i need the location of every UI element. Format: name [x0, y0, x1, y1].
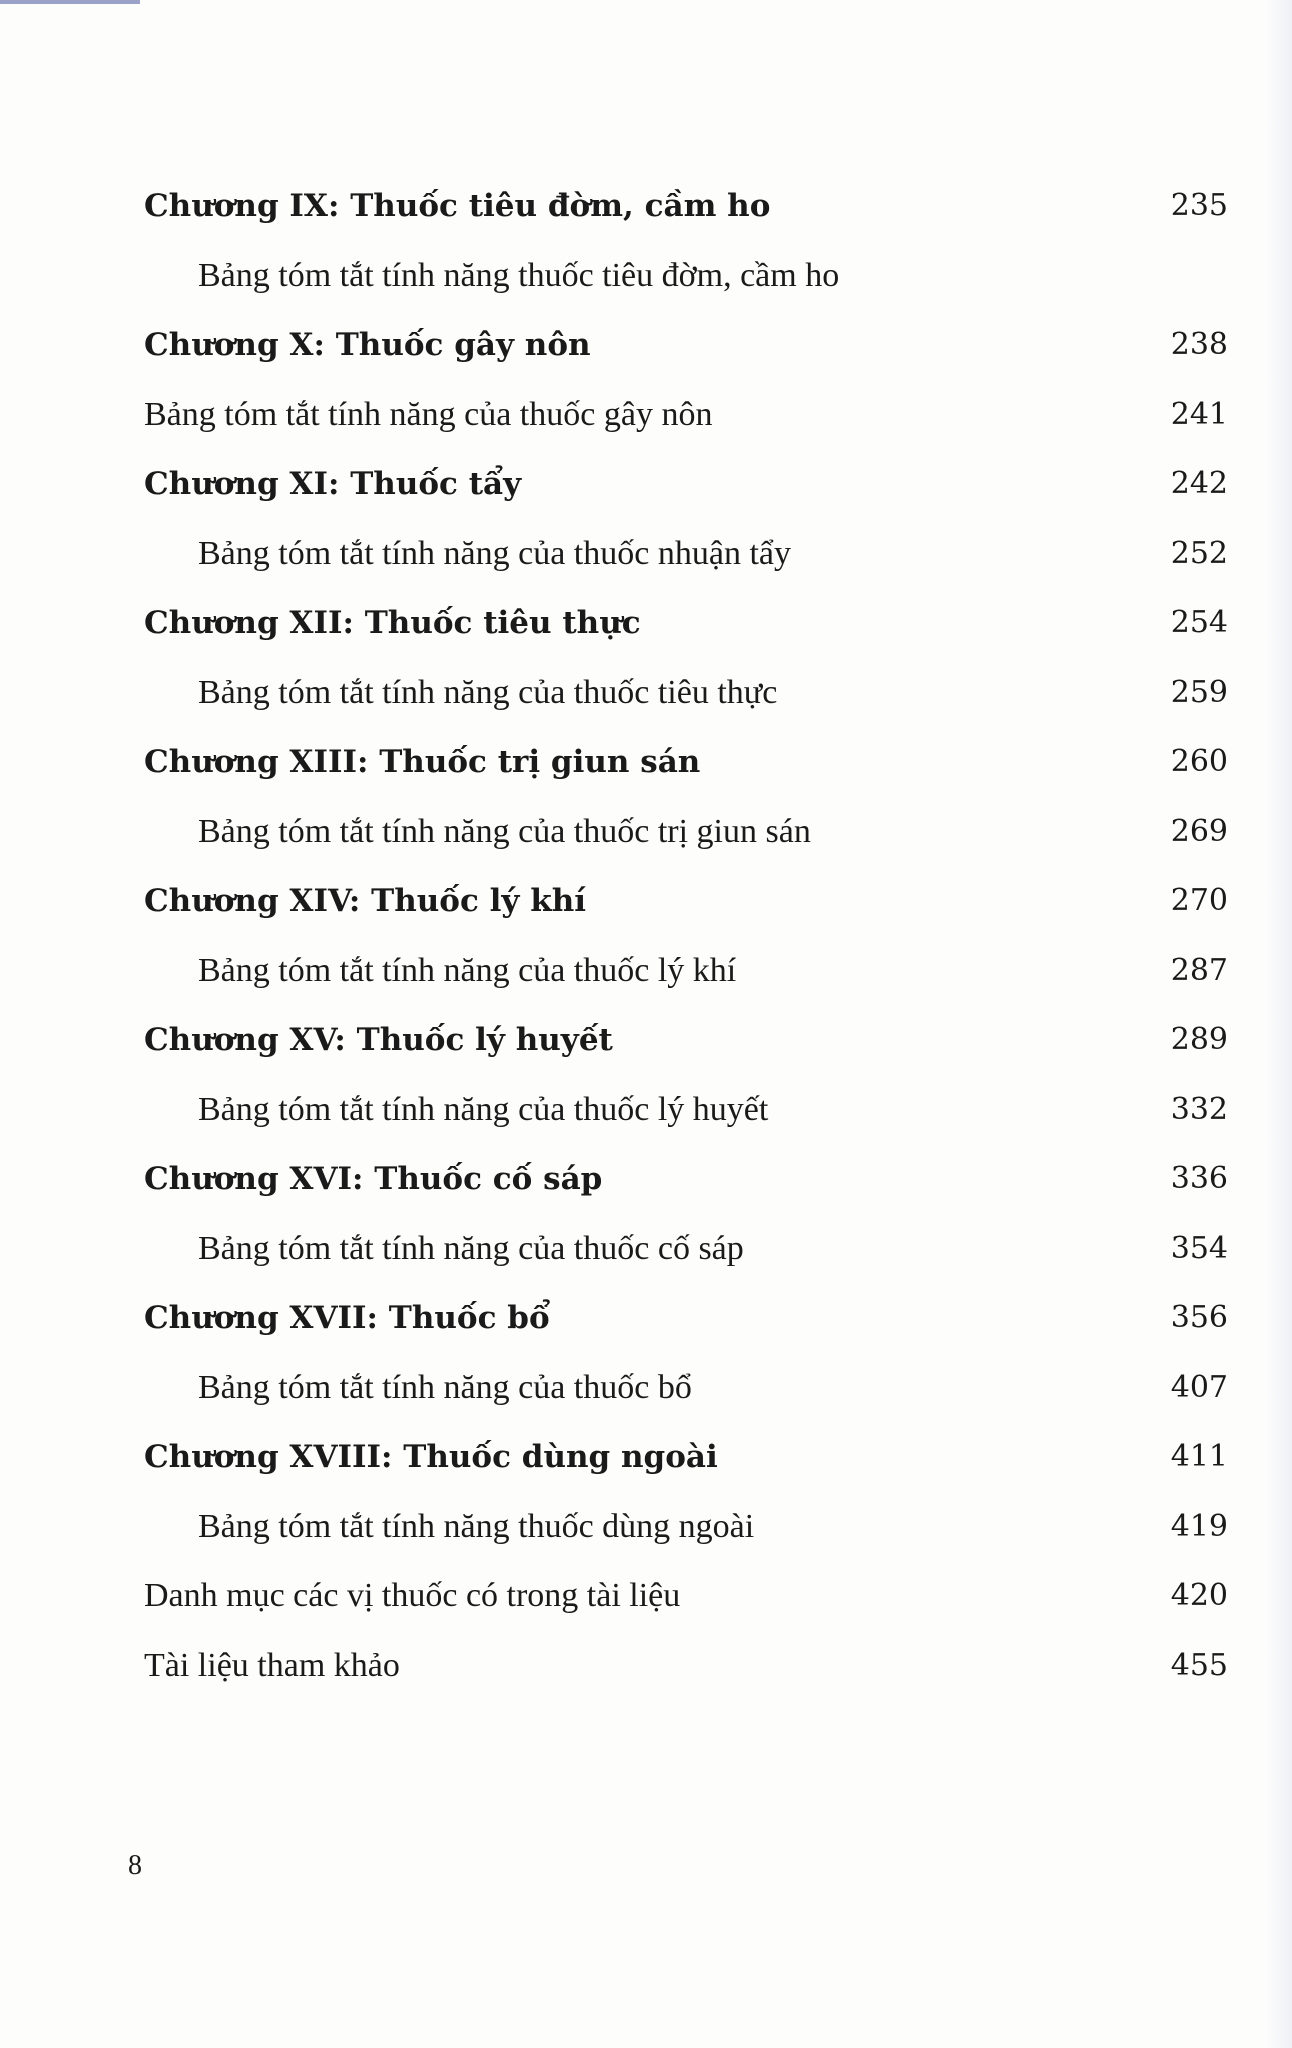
toc-page-number: 455 — [1170, 1647, 1228, 1683]
entry-title: Bảng tóm tắt tính năng thuốc dùng ngoài — [198, 1507, 755, 1545]
toc-page-number: 354 — [1170, 1230, 1228, 1266]
toc-page-number: 235 — [1170, 188, 1228, 223]
toc-chapter-row — [144, 464, 1228, 534]
toc-chapter-row — [144, 186, 1228, 256]
chapter-title: Chương XV: Thuốc lý huyết — [144, 1022, 613, 1058]
toc-page-number: 289 — [1170, 1022, 1228, 1057]
entry-title: Danh mục các vị thuốc có trong tài liệu — [144, 1577, 681, 1614]
toc-entry-row — [144, 951, 1228, 1021]
toc-page-number: 269 — [1170, 813, 1228, 849]
entry-title: Tài liệu tham khảo — [144, 1646, 400, 1684]
toc-page-number: 242 — [1170, 466, 1228, 501]
toc-page-number: 254 — [1170, 605, 1228, 640]
toc-entry-row — [144, 673, 1228, 743]
toc-entry-row — [144, 395, 1228, 465]
entry-title: Bảng tóm tắt tính năng của thuốc nhuận tẩy — [198, 534, 791, 572]
chapter-title: Chương XVII: Thuốc bổ — [144, 1300, 550, 1336]
chapter-title: Chương XVIII: Thuốc dùng ngoài — [144, 1439, 718, 1475]
toc-chapter-row — [144, 603, 1228, 673]
chapter-title: Chương X: Thuốc gây nôn — [144, 327, 591, 363]
toc-page-number: 411 — [1170, 1439, 1228, 1474]
toc-page-number: 407 — [1170, 1369, 1228, 1405]
toc-page-number: 419 — [1170, 1508, 1228, 1544]
toc-chapter-row — [144, 1437, 1228, 1507]
chapter-title: Chương XIII: Thuốc trị giun sán — [144, 744, 701, 780]
chapter-title: Chương IX: Thuốc tiêu đờm, cầm ho — [144, 188, 771, 224]
scan-page-edge — [1266, 0, 1292, 2048]
toc-page-number: 252 — [1170, 535, 1228, 571]
entry-title: Bảng tóm tắt tính năng thuốc tiêu đờm, cầm ho — [198, 256, 840, 294]
toc-page-number: 238 — [1170, 327, 1228, 362]
entry-title: Bảng tóm tắt tính năng của thuốc gây nôn — [144, 395, 713, 433]
scan-edge-mark — [0, 0, 140, 4]
toc-entry-row — [144, 1576, 1228, 1646]
toc-page-number: 332 — [1170, 1091, 1228, 1127]
entry-title: Bảng tóm tắt tính năng của thuốc tiêu thực — [198, 673, 778, 711]
toc-page-number: 420 — [1170, 1578, 1228, 1613]
toc-entry-row — [144, 1368, 1228, 1438]
entry-title: Bảng tóm tắt tính năng của thuốc lý huyết — [198, 1090, 769, 1128]
chapter-title: Chương XIV: Thuốc lý khí — [144, 883, 587, 919]
toc-chapter-row — [144, 1020, 1228, 1090]
chapter-title: Chương XI: Thuốc tẩy — [144, 466, 522, 502]
toc-entry-row — [144, 1229, 1228, 1299]
entry-title: Bảng tóm tắt tính năng của thuốc trị giun sán — [198, 812, 811, 850]
toc-entry-row — [144, 1090, 1228, 1160]
toc-page-number: 336 — [1170, 1161, 1228, 1196]
toc-entry-row — [144, 812, 1228, 882]
toc-page-number: 241 — [1170, 396, 1228, 432]
toc-page-number: 259 — [1170, 674, 1228, 710]
toc-entry-row — [144, 534, 1228, 604]
toc-chapter-row — [144, 881, 1228, 951]
toc-page-number: 287 — [1170, 952, 1228, 988]
toc-chapter-row — [144, 325, 1228, 395]
toc-page-number: 260 — [1170, 744, 1228, 779]
table-of-contents — [144, 186, 1228, 1715]
toc-chapter-row — [144, 1159, 1228, 1229]
toc-entry-row — [144, 1646, 1228, 1716]
toc-page-number: 270 — [1170, 883, 1228, 918]
toc-entry-row — [144, 256, 1228, 326]
toc-chapter-row — [144, 1298, 1228, 1368]
entry-title: Bảng tóm tắt tính năng của thuốc bổ — [198, 1368, 692, 1406]
toc-page-number: 356 — [1170, 1300, 1228, 1335]
toc-chapter-row — [144, 742, 1228, 812]
chapter-title: Chương XII: Thuốc tiêu thực — [144, 605, 641, 641]
page-number: 8 — [128, 1850, 142, 1881]
entry-title: Bảng tóm tắt tính năng của thuốc lý khí — [198, 951, 737, 989]
toc-entry-row — [144, 1507, 1228, 1577]
entry-title: Bảng tóm tắt tính năng của thuốc cố sáp — [198, 1229, 744, 1267]
chapter-title: Chương XVI: Thuốc cố sáp — [144, 1161, 603, 1197]
